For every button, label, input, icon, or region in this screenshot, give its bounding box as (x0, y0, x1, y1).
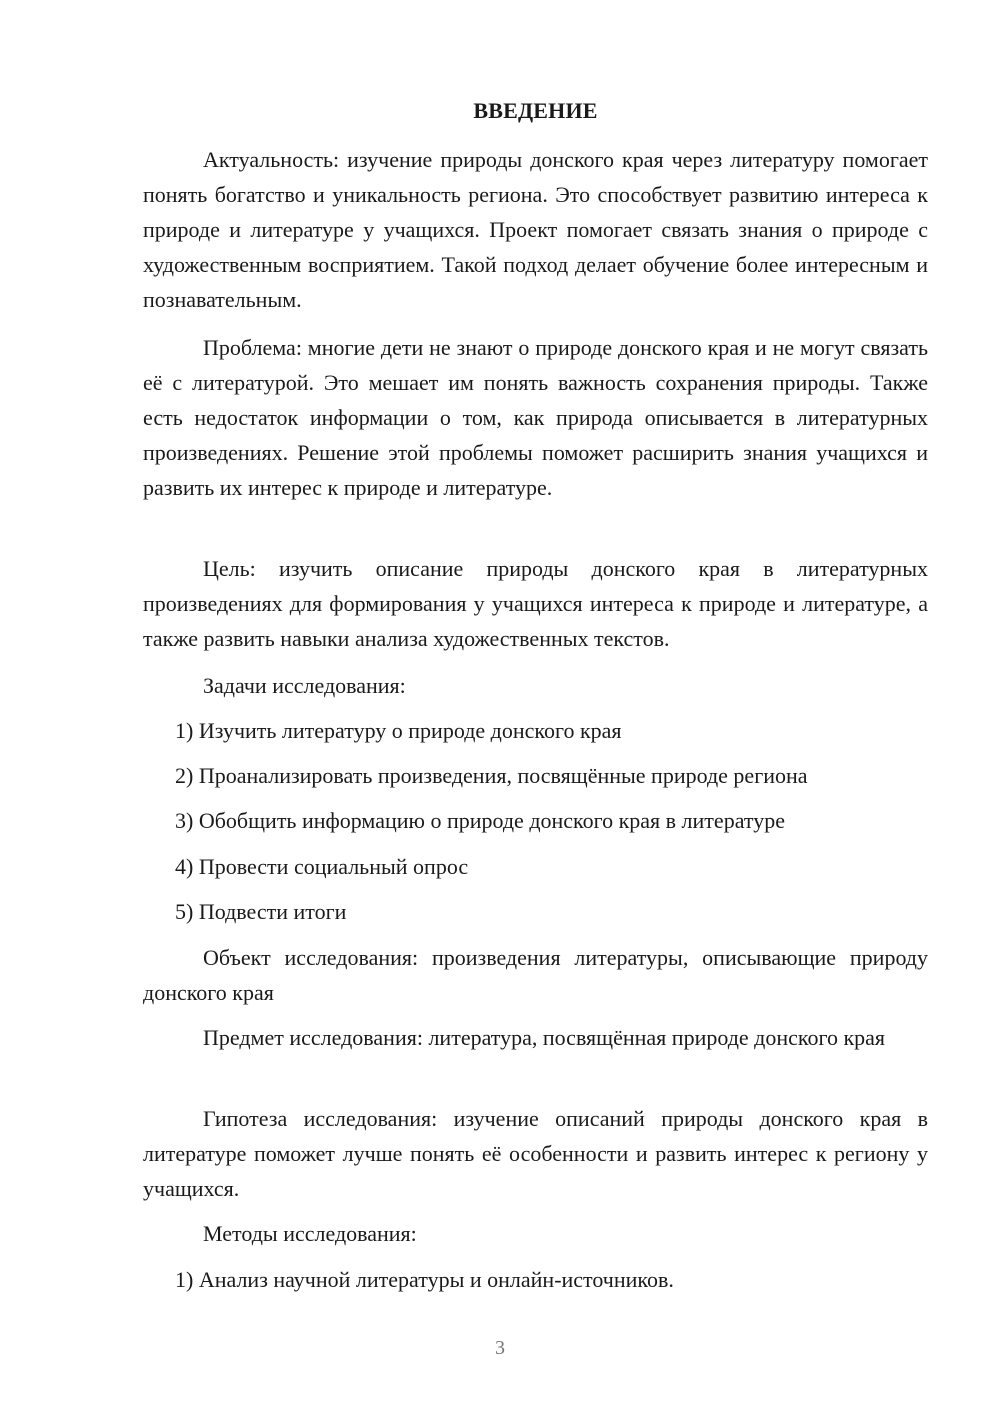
task-item: 2) Проанализировать произведения, посвящённые природе региона (175, 763, 808, 788)
methods-heading: Методы исследования: (203, 1221, 417, 1246)
hypothesis-paragraph: Гипотеза исследования: изучение описаний природы донского края в литературе поможет лучше понять её особенности и развить интерес к региону у учащихся. (143, 1106, 928, 1201)
relevance-paragraph: Актуальность: изучение природы донского края через литературу помогает понять богатство и уникальность региона. Это способствует развитию интереса к природе и литературе у учащихся. Проект помогает связать знания о природе с художественным восприятием. Такой подход делает обучение более интересным и познавательным. (143, 147, 928, 312)
object-paragraph: Объект исследования: произведения литературы, описывающие природу донского края (143, 945, 928, 1005)
goal-paragraph: Цель: изучить описание природы донского края в литературных произведениях для формирования у учащихся интереса к природе и литературе, а также развить навыки анализа художественных текстов. (143, 556, 928, 651)
problem-paragraph: Проблема: многие дети не знают о природе донского края и не могут связать её с литературой. Это мешает им понять важность сохранения природы. Также есть недостаток информации о том, как природа описывается в литературных произведениях. Решение этой проблемы поможет расширить знания учащихся и развить их интерес к природе и литературе. (143, 335, 928, 500)
subject-paragraph: Предмет исследования: литература, посвящённая природе донского края (203, 1025, 886, 1050)
task-item: 4) Провести социальный опрос (175, 854, 469, 879)
method-item: 1) Анализ научной литературы и онлайн-источников. (175, 1267, 674, 1292)
task-item: 5) Подвести итоги (175, 899, 347, 924)
page-number: 3 (495, 1337, 505, 1359)
task-item: 1) Изучить литературу о природе донского края (175, 718, 622, 743)
tasks-heading: Задачи исследования: (203, 673, 406, 698)
section-title: ВВЕДЕНИЕ (473, 98, 598, 123)
task-item: 3) Обобщить информацию о природе донского края в литературе (175, 808, 785, 833)
